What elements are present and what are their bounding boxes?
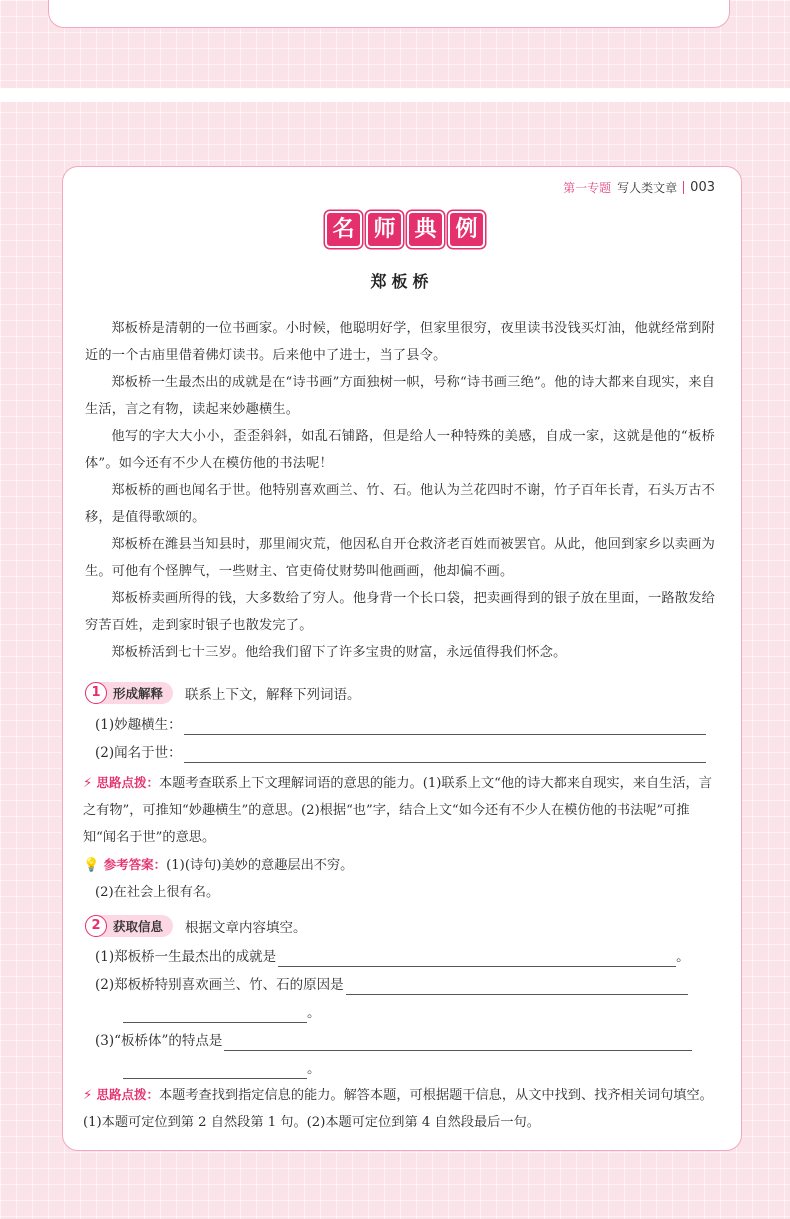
lightbulb-icon: 💡	[83, 858, 100, 873]
fill-blank-row	[121, 1059, 321, 1079]
banner-char: 例	[448, 211, 485, 248]
hint-text: 本题考查联系上下文理解词语的意思的能力。(1)联系上文“他的诗大都来自现实，来自生活，言之有物”，可推知“妙趣横生”的意思。(2)根据“也”字，结合上文“如今还有不少人在模仿他的书法呢”可推知“闻名于世”的意思。	[83, 776, 712, 845]
banner-char: 典	[407, 211, 444, 248]
hint-block	[83, 1081, 717, 1136]
page-header	[563, 179, 715, 196]
hint-text: 本题考查找到指定信息的能力。解答本题，可根据题干信息，从文中找到、找齐相关词句填空。(1)本题可定位到第 2 自然段第 1 句。(2)本题可定位到第 4 自然段最后一句。	[83, 1088, 713, 1130]
banner-char: 师	[366, 211, 403, 248]
question-2-tag	[85, 915, 173, 937]
header-category: 写人类文章	[617, 181, 678, 195]
article-paragraph: 郑板桥的画也闻名于世。他特别喜欢画兰、竹、石。他认为兰花四时不谢，竹子百年长青，石头万古不移，是值得歌颂的。	[85, 483, 715, 525]
page-number: 003	[690, 180, 715, 195]
question-prompt: 根据文章内容填空。	[185, 920, 307, 936]
answer-line[interactable]	[184, 718, 706, 735]
answer-line[interactable]	[346, 978, 688, 995]
section-banner	[325, 211, 485, 248]
article-body	[85, 315, 715, 666]
period: 。	[307, 1061, 321, 1077]
period: 。	[307, 1005, 321, 1021]
lightning-icon: ⚡	[83, 1088, 93, 1103]
hint-block	[83, 769, 717, 851]
fill-blank-label: (2)闻名于世：	[95, 745, 182, 761]
question-2-header	[85, 915, 307, 937]
answer-line[interactable]	[123, 1062, 307, 1079]
article-paragraph: 郑板桥活到七十三岁。他给我们留下了许多宝贵的财富，永远值得我们怀念。	[111, 645, 567, 660]
question-number: 2	[85, 915, 107, 937]
header-separator	[683, 181, 684, 194]
answer-block	[83, 851, 717, 879]
question-1-header	[85, 682, 361, 704]
fill-blank-label: (1)妙趣横生：	[95, 717, 182, 733]
article-paragraph: 郑板桥在潍县当知县时，那里闹灾荒，他因私自开仓救济老百姓而被罢官。从此，他回到家乡以卖画为生。可他有个怪脾气，一些财主、官吏倚仗财势叫他画画，他却偏不画。	[85, 537, 715, 579]
answer-text: (1)(诗句)美妙的意趣层出不穷。	[166, 858, 354, 873]
header-topic: 第一专题	[563, 181, 612, 195]
article-paragraph: 郑板桥卖画所得的钱，大多数给了穷人。他身背一个长口袋，把卖画得到的银子放在里面，一路散发给穷苦百姓，走到家时银子也散发完了。	[85, 591, 715, 633]
hint-label: 思路点拨：	[96, 1087, 159, 1102]
fill-blank-row	[121, 1003, 321, 1023]
answer-line[interactable]	[123, 1006, 307, 1023]
fill-blank-row	[95, 1031, 692, 1051]
question-tag-label: 形成解释	[113, 686, 164, 701]
fill-blank-row	[95, 975, 688, 995]
fill-blank-label: (3)“板桥体”的特点是	[95, 1033, 223, 1049]
answer-text: (2)在社会上很有名。	[95, 885, 220, 900]
question-tag-label: 获取信息	[113, 919, 164, 934]
article-title: 郑板桥	[370, 272, 434, 291]
question-prompt: 联系上下文，解释下列词语。	[185, 687, 361, 703]
fill-blank-label: (2)郑板桥特别喜欢画兰、竹、石的原因是	[95, 977, 344, 993]
question-1-tag	[85, 682, 173, 704]
answer-line[interactable]	[184, 746, 706, 763]
previous-page-card	[48, 0, 730, 28]
period: 。	[676, 949, 690, 965]
article-paragraph: 他写的字大大小小，歪歪斜斜，如乱石铺路，但是给人一种特殊的美感，自成一家，这就是他的“板桥体”。如今还有不少人在模仿他的书法呢！	[85, 429, 715, 471]
fill-blank-row	[95, 947, 690, 967]
lightning-icon: ⚡	[83, 776, 93, 791]
answer-label: 参考答案：	[103, 857, 167, 872]
page-divider	[0, 88, 790, 102]
answer-line[interactable]	[224, 1034, 692, 1051]
question-number: 1	[85, 682, 107, 704]
fill-blank-row	[95, 715, 706, 735]
fill-blank-row	[95, 743, 706, 763]
fill-blank-label: (1)郑板桥一生最杰出的成就是	[95, 949, 277, 965]
article-paragraph: 郑板桥一生最杰出的成就是在“诗书画”方面独树一帜，号称“诗书画三绝”。他的诗大都来自现实，来自生活，言之有物，读起来妙趣横生。	[85, 375, 715, 417]
banner-char: 名	[325, 211, 362, 248]
article-paragraph: 郑板桥是清朝的一位书画家。小时候，他聪明好学，但家里很穷，夜里读书没钱买灯油，他就经常到附近的一个古庙里借着佛灯读书。后来他中了进士，当了县令。	[85, 321, 715, 363]
page-card	[62, 166, 742, 1151]
answer-line[interactable]	[278, 950, 676, 967]
hint-label: 思路点拨：	[96, 775, 159, 790]
